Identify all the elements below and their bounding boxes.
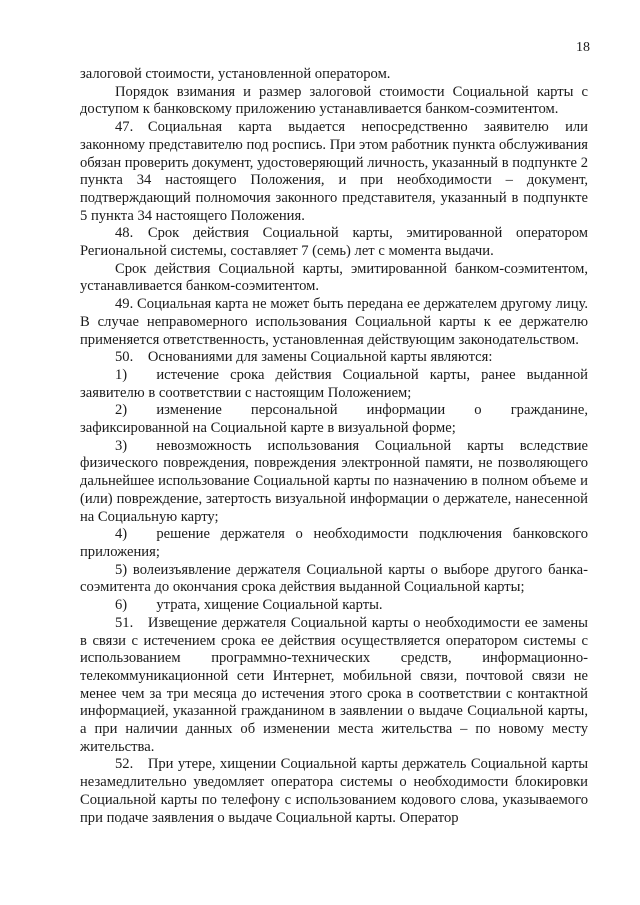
paragraph: Порядок взимания и размер залоговой стоимости Социальной карты с доступом к банковскому приложению устанавливается банком-соэмитентом.: [80, 83, 588, 118]
subitem-6: 6) утрата, хищение Социальной карты.: [115, 597, 383, 614]
paragraph-item-48: 48. Срок действия Социальной карты, эмитированной оператором Региональной системы, составляет 7 (семь) лет с момента выдачи.: [80, 225, 588, 260]
paragraph-item-47: 47. Социальная карта выдается непосредственно заявителю или законному представителю под роспись. При этом работник пункта обслуживания обязан проверить документ, удостоверяющий личность, указанный в подпункте 2 пункта 34 настоящего Положения, и при необходимости – документ, подтверждающий полномочия законного представителя, указанный в подпункте 5 пункта 34 настоящего Положения.: [80, 119, 588, 224]
subitem-1: 1) истечение срока действия Социальной карты, ранее выданной заявителю в соответствии с настоящим Положением;: [80, 366, 588, 401]
paragraph-item-50: 50. Основаниями для замены Социальной карты являются:: [115, 349, 493, 366]
subitem-4: 4) решение держателя о необходимости подключения банковского приложения;: [80, 526, 588, 560]
paragraph-item-49: 49. Социальная карта не может быть передана ее держателем другому лицу. В случае неправомерного использования Социальной карты к ее держателю применяется ответственность, установленная действующим законодательством.: [80, 296, 588, 348]
paragraph: залоговой стоимости, установленной оператором.: [80, 66, 391, 82]
document-body: [80, 66, 588, 827]
paragraph: Срок действия Социальной карты, эмитированной банком-соэмитентом, устанавливается банком-соэмитентом.: [80, 260, 588, 295]
subitem-5: 5) волеизъявление держателя Социальной карты о выборе другого банка-соэмитента до окончания срока действия выданной Социальной карты;: [80, 561, 588, 596]
page-number: 18: [576, 40, 590, 55]
subitem-3: 3) невозможность использования Социальной карты вследствие физического повреждения, повреждения электронной памяти, не позволяющего дальнейшее использование Социальной карты по назначению в полном объеме и (или) повреждение, затертость визуальной информации о держателе, нанесенной на Социальную карту;: [80, 437, 588, 525]
subitem-2: 2) изменение персональной информации о гражданине, зафиксированной на Социальной карте в визуальной форме;: [80, 402, 588, 437]
paragraph-item-52: 52. При утере, хищении Социальной карты держатель Социальной карты незамедлительно уведомляет оператора системы о необходимости блокировки Социальной карты по телефону с использованием кодового слова, указываемого при подаче заявления о выдаче Социальной карты. Оператор: [80, 756, 588, 826]
paragraph-item-51: 51. Извещение держателя Социальной карты о необходимости ее замены в связи с истечением срока ее действия осуществляется оператором системы с использованием программно-технических средств, информационно-телекоммуникационной сети Интернет, мобильной связи, почтовой связи не менее чем за три месяца до истечения этого срока в соответствии с контактной информацией, указанной гражданином в заявлении о выдаче Социальной карты, а при наличии данных об изменении места жительства – по новому месту жительства.: [80, 614, 588, 755]
